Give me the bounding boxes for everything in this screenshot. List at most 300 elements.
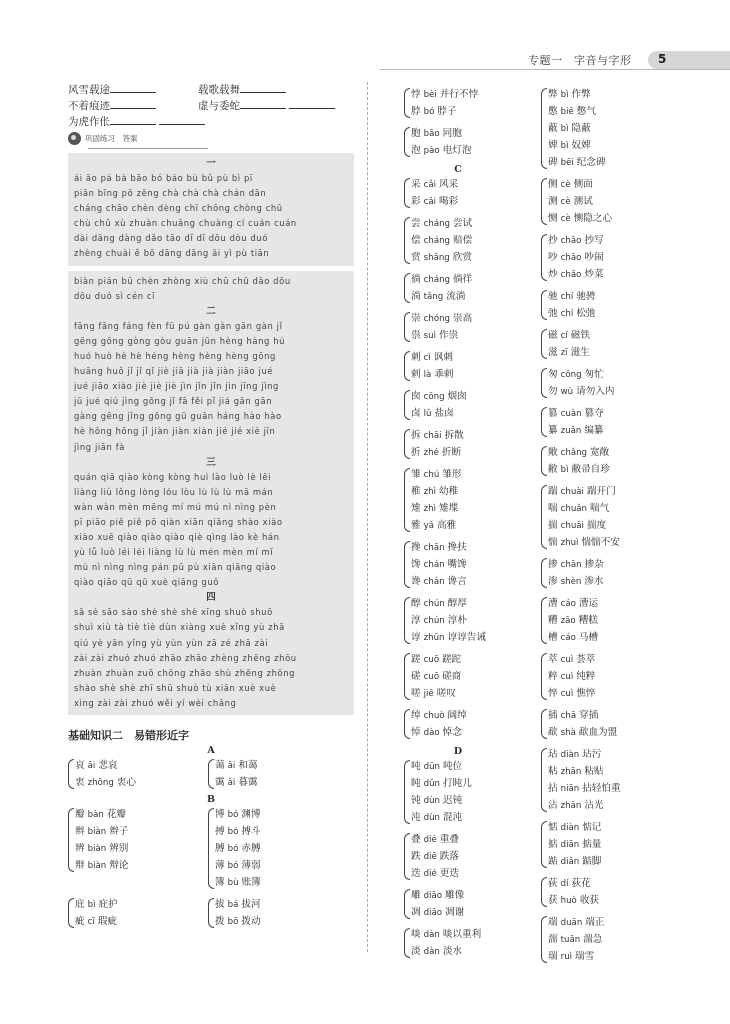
character: 尝	[411, 218, 421, 229]
fill-prompt: 载歌载舞	[198, 84, 240, 96]
pinyin: diǎn	[560, 857, 580, 867]
word: 篡夺	[584, 408, 604, 419]
pinyin-answer-line: shuì xiù tà tiè tiè dùn xiàng xuè xǐng yù zhā	[74, 622, 285, 633]
pinyin: lǔ	[423, 409, 432, 419]
word: 磁铁	[570, 330, 590, 341]
character: 淳	[411, 615, 421, 626]
char-group	[404, 125, 532, 159]
word: 拈轻怕重	[582, 783, 621, 794]
character: 刺	[411, 352, 421, 363]
fill-prompt: 风雪载途	[68, 84, 110, 96]
pinyin: zuǎn	[560, 426, 582, 436]
answer-box	[68, 271, 354, 715]
pinyin: jiē	[423, 689, 434, 699]
word: 电灯泡	[442, 145, 472, 156]
char-group	[68, 896, 208, 930]
word: 渗水	[584, 576, 604, 587]
answer-blank[interactable]	[159, 114, 205, 125]
pinyin-answer-line: quán qiā qiào kòng kòng huì lào luò lè lēi	[74, 471, 272, 482]
group-letter: D	[453, 746, 463, 757]
char-entry	[75, 896, 208, 913]
char-entry	[411, 556, 532, 573]
word: 辫子	[109, 826, 129, 837]
pinyin: dié	[423, 835, 437, 845]
character: 渗	[548, 576, 558, 587]
character: 博	[215, 809, 225, 820]
answer-blank[interactable]	[110, 98, 156, 109]
answer-blank[interactable]	[240, 82, 286, 93]
char-entry	[411, 405, 532, 422]
pinyin: bù	[227, 878, 239, 888]
word: 同胞	[442, 128, 462, 139]
char-group	[541, 327, 669, 361]
char-entry	[411, 651, 532, 668]
character: 辨	[75, 843, 85, 854]
char-entry	[75, 857, 208, 874]
character: 钝	[411, 795, 421, 806]
pinyin: cè	[560, 180, 571, 190]
pinyin: cuō	[423, 655, 440, 665]
char-entry	[548, 746, 669, 763]
pinyin: āi	[87, 761, 96, 771]
char-entry	[411, 444, 532, 461]
character: 搀	[411, 542, 421, 553]
pinyin: diàn	[560, 823, 580, 833]
character: 弊	[548, 89, 558, 100]
character: 玷	[548, 749, 558, 760]
word: 风采	[439, 179, 459, 190]
char-entry	[215, 913, 348, 930]
char-entry	[215, 840, 348, 857]
pinyin: zhì	[423, 487, 437, 497]
char-entry	[548, 266, 669, 283]
word: 搀扶	[447, 542, 467, 553]
word: 惦记	[582, 822, 602, 833]
char-entry	[548, 836, 669, 853]
answer-blank[interactable]	[289, 98, 335, 109]
pinyin: biē	[560, 107, 574, 117]
pinyin-answer-line: huó huò hè hè héng hèng hèng hèng gōng	[74, 350, 276, 361]
header-rule	[380, 69, 730, 70]
character: 霭	[215, 777, 225, 788]
word: 高雅	[437, 520, 457, 531]
character: 悼	[411, 727, 421, 738]
character: 敞	[548, 447, 558, 458]
char-entry	[548, 461, 669, 478]
pinyin: chuǎi	[560, 521, 584, 531]
pinyin: chí	[560, 292, 574, 302]
pinyin-answer-line: jū jué qiú jìng gōng jǐ fā fěi pǐ jiá gān gān	[74, 396, 273, 407]
char-group	[404, 758, 532, 826]
word: 尝试	[453, 218, 473, 229]
pinyin: bó	[227, 844, 239, 854]
character: 磋	[411, 671, 421, 682]
character: 雅	[411, 520, 421, 531]
character: 跌	[411, 851, 421, 862]
character: 驰	[548, 291, 558, 302]
char-entry	[548, 366, 669, 383]
word: 赤膊	[241, 843, 261, 854]
pinyin-answer-line: ái āo pá bà bāo bó báo bù bǔ pù bì pī	[74, 173, 253, 183]
char-entry	[411, 724, 532, 741]
word: 谗言	[447, 576, 467, 587]
word: 端正	[585, 917, 605, 928]
char-entry	[548, 176, 669, 193]
char-entry	[75, 823, 208, 840]
chapter-title: 专题一 字音与字形	[528, 54, 632, 67]
char-group	[68, 806, 208, 874]
character: 勿	[548, 386, 558, 397]
char-group	[404, 887, 532, 921]
word: 踮脚	[582, 856, 602, 867]
pinyin: ǎi	[227, 778, 236, 788]
character: 粹	[548, 671, 558, 682]
char-entry	[215, 896, 348, 913]
char-entry	[548, 685, 669, 702]
character: 憋	[548, 106, 558, 117]
word: 欣赏	[452, 252, 472, 263]
word: 混沌	[443, 812, 463, 823]
pinyin: cuō	[423, 672, 440, 682]
pinyin: bó	[423, 107, 435, 117]
char-entry	[411, 792, 532, 809]
char-entry	[548, 875, 669, 892]
pinyin: zhūn	[423, 633, 445, 643]
character: 吵	[548, 252, 558, 263]
pinyin-answer-line: qiú yè yān yǐng yù yùn yùn zā zé zhā zài	[74, 637, 269, 648]
char-entry	[411, 904, 532, 921]
pinyin-answer-line: hè hōng hōng jǐ jiàn jiàn xiàn jié jié xiè jīn	[74, 426, 276, 437]
word: 湍急	[583, 934, 603, 945]
char-entry	[548, 405, 669, 422]
character: 踹	[548, 486, 558, 497]
pinyin: dàn	[423, 930, 440, 940]
char-entry	[75, 913, 208, 930]
character: 采	[411, 179, 421, 190]
character: 辫	[75, 826, 85, 837]
word: 啖以重利	[442, 929, 482, 940]
char-entry	[411, 103, 532, 120]
answer-section-label: 一	[206, 158, 216, 169]
pinyin-answer-line: gēng gōng gòng gòu guān jūn hèng hàng hú	[74, 335, 286, 346]
word: 匆忙	[584, 369, 604, 380]
pinyin: bì	[560, 465, 569, 475]
pinyin: cōng	[423, 392, 445, 402]
pinyin: cè	[560, 197, 571, 207]
character: 徜	[411, 274, 421, 285]
character: 祟	[411, 330, 421, 341]
character: 吨	[411, 761, 421, 772]
char-group	[208, 806, 348, 891]
word: 和蔼	[238, 760, 258, 771]
pinyin: bì	[560, 141, 569, 151]
word: 嗟叹	[436, 688, 456, 699]
pinyin: bó	[227, 861, 239, 871]
pinyin: chóng	[423, 314, 450, 324]
character: 辩	[75, 860, 85, 871]
pinyin: zhuì	[560, 538, 579, 548]
word: 并行不悖	[439, 89, 479, 100]
word: 雕像	[445, 890, 465, 901]
character: 揣	[548, 520, 558, 531]
pinyin: bàn	[87, 810, 104, 820]
pinyin: bó	[227, 827, 239, 837]
word: 淡水	[442, 946, 463, 957]
word: 暮霭	[238, 777, 258, 788]
character: 测	[548, 196, 558, 207]
word: 讽刺	[433, 352, 453, 363]
char-group	[404, 707, 532, 741]
pinyin: cuì	[560, 672, 574, 682]
char-entry	[411, 685, 532, 702]
pinyin: bēi	[560, 158, 574, 168]
pinyin: diē	[423, 852, 437, 862]
pinyin: dié	[423, 869, 437, 879]
pinyin-answer-line: dài dāng dàng dǎo tāo dǐ dī dōu dòu duó	[74, 233, 268, 244]
pinyin: chuǎn	[560, 504, 587, 514]
pinyin: biàn	[87, 827, 107, 837]
character: 脖	[411, 106, 421, 117]
character: 衷	[75, 777, 85, 788]
char-entry	[548, 724, 669, 741]
character: 胞	[411, 128, 421, 139]
word: 辩论	[109, 860, 129, 871]
char-entry	[548, 763, 669, 780]
pinyin: diāo	[423, 891, 443, 901]
word: 滋生	[570, 347, 590, 358]
pinyin: cī	[87, 917, 95, 927]
word: 糟糕	[578, 615, 598, 626]
pinyin: dūn	[423, 762, 441, 772]
answer-blank[interactable]	[240, 98, 286, 109]
word: 烟囱	[447, 391, 467, 402]
pinyin: cháng	[423, 275, 450, 285]
word: 磋商	[442, 671, 462, 682]
character: 获	[548, 895, 558, 906]
pinyin-answer-line: wàn wàn mèn mēng mí mú mú nì nìng pèn	[74, 501, 277, 512]
pinyin: cáo	[560, 633, 576, 643]
pinyin: bāo	[423, 129, 440, 139]
char-group	[541, 556, 669, 590]
pinyin: biàn	[87, 844, 107, 854]
word: 宽敞	[590, 447, 610, 458]
pinyin: cháng	[423, 236, 450, 246]
pinyin: là	[423, 370, 432, 380]
word: 搏斗	[241, 826, 261, 837]
char-entry	[411, 249, 532, 266]
pinyin: chí	[560, 309, 574, 319]
char-entry	[411, 668, 532, 685]
char-entry	[548, 931, 669, 948]
char-entry	[548, 193, 669, 210]
character: 匆	[548, 369, 558, 380]
char-group	[541, 176, 669, 227]
char-entry	[548, 668, 669, 685]
char-group	[404, 215, 532, 266]
char-entry	[548, 249, 669, 266]
pinyin: cì	[423, 353, 431, 363]
character: 喘	[548, 503, 558, 514]
char-entry	[411, 310, 532, 327]
char-entry	[548, 914, 669, 931]
pinyin: wù	[560, 387, 574, 397]
char-entry	[548, 327, 669, 344]
char-group	[404, 595, 532, 646]
char-group	[541, 819, 669, 870]
fill-prompt: 虚与委蛇	[198, 100, 240, 112]
word: 谆谆告诫	[447, 632, 486, 643]
char-entry	[411, 887, 532, 904]
character: 敝	[548, 464, 558, 475]
char-entry	[411, 466, 532, 483]
character: 蔼	[215, 760, 225, 771]
pinyin-answer-line: dōu duó sì cén cī	[74, 290, 156, 301]
word: 请勿入内	[576, 386, 615, 397]
character: 哀	[75, 760, 85, 771]
character: 萃	[548, 654, 558, 665]
character: 折	[411, 447, 421, 458]
word: 乖剌	[434, 369, 454, 380]
char-group	[208, 896, 348, 930]
char-entry	[548, 892, 669, 909]
char-group	[541, 366, 669, 400]
answer-blank[interactable]	[110, 114, 156, 125]
char-entry	[411, 573, 532, 590]
pinyin: cháng	[423, 219, 450, 229]
character: 篡	[548, 408, 558, 419]
character: 叠	[411, 834, 421, 845]
pinyin: bó	[227, 810, 239, 820]
character: 庇	[75, 899, 85, 910]
character: 迭	[411, 868, 421, 879]
char-group	[541, 86, 669, 171]
pinyin: yǎ	[423, 521, 435, 531]
pinyin: cáo	[560, 599, 576, 609]
pinyin: tǎng	[423, 292, 444, 302]
character: 淌	[411, 291, 421, 302]
word: 编纂	[584, 425, 604, 436]
pinyin: bō	[227, 917, 239, 927]
word: 脖子	[437, 106, 457, 117]
word: 掂量	[582, 839, 602, 850]
char-entry	[75, 840, 208, 857]
word: 惴惴不安	[581, 537, 620, 548]
character: 囱	[411, 391, 421, 402]
char-group	[541, 288, 669, 322]
character: 拆	[411, 430, 421, 441]
pinyin: chān	[423, 543, 445, 553]
pinyin-answer-line: xiào xuē qiào qiào qiào qiè qìng lào kè hán	[74, 531, 280, 542]
char-group	[541, 483, 669, 551]
pinyin-answer-line: chù chǔ xù zhuàn chuǎng chuàng cí cuán cuán	[74, 218, 297, 229]
pinyin-answer-line: pī piāo piě piě pō qiàn xiān qiāng shào xiào	[74, 516, 283, 527]
character: 拨	[215, 916, 225, 927]
column-divider	[367, 82, 368, 952]
pinyin-answer-line: liàng liù lǒng lòng lóu lòu lù lù lù mā mán	[74, 486, 274, 497]
character: 磁	[548, 330, 558, 341]
char-entry	[548, 556, 669, 573]
pinyin: dǔn	[423, 779, 441, 789]
pinyin-answer-line: jìng jiān fà	[74, 441, 125, 452]
answer-section-label: 二	[206, 305, 216, 317]
word: 收获	[579, 895, 599, 906]
char-group	[404, 427, 532, 461]
character: 凋	[411, 907, 421, 918]
word: 盐卤	[434, 408, 454, 419]
char-entry	[548, 120, 669, 137]
char-group	[404, 926, 532, 960]
pinyin: biàn	[87, 861, 107, 871]
pinyin: cè	[560, 214, 571, 224]
word: 荟萃	[576, 654, 596, 665]
character: 馋	[411, 559, 421, 570]
character: 沌	[411, 812, 421, 823]
pinyin: diāo	[423, 908, 443, 918]
pinyin: cuàn	[560, 409, 582, 419]
pinyin: diàn	[560, 750, 580, 760]
character: 粘	[548, 766, 558, 777]
char-entry	[411, 629, 532, 646]
char-entry	[548, 383, 669, 400]
character: 泡	[411, 145, 421, 156]
char-entry	[411, 500, 532, 517]
character: 彩	[411, 196, 421, 207]
word: 薄弱	[241, 860, 261, 871]
character: 踮	[548, 856, 558, 867]
char-entry	[411, 926, 532, 943]
char-entry	[411, 427, 532, 444]
word: 账簿	[241, 877, 261, 888]
char-entry	[548, 534, 669, 551]
left-column	[68, 82, 354, 935]
character: 碑	[548, 157, 558, 168]
char-entry	[411, 288, 532, 305]
pinyin: zhì	[423, 504, 437, 514]
character: 悴	[548, 688, 558, 699]
character: 簿	[215, 877, 225, 888]
character: 卤	[411, 408, 421, 419]
pinyin: chāo	[560, 253, 582, 263]
word: 拆散	[444, 430, 464, 441]
pinyin: chún	[423, 616, 445, 626]
char-entry	[411, 86, 532, 103]
word: 悼念	[442, 727, 462, 738]
character: 惦	[548, 822, 558, 833]
char-entry	[411, 327, 532, 344]
pinyin: chuài	[560, 487, 584, 497]
char-entry	[548, 344, 669, 361]
character: 漕	[548, 598, 558, 609]
char-group	[68, 757, 208, 791]
pinyin: diān	[560, 840, 580, 850]
group-letter: A	[207, 745, 215, 756]
pinyin-answer-line: cháng chāo chèn dèng chī chōng chòng chū	[74, 203, 283, 214]
answer-blank[interactable]	[110, 82, 156, 93]
word: 吵闹	[584, 252, 604, 263]
pinyin: chǎo	[560, 270, 582, 280]
answer-tag	[68, 128, 354, 148]
pinyin: zāo	[560, 616, 576, 626]
char-group	[541, 875, 669, 909]
pinyin: shà	[560, 728, 576, 738]
char-group	[404, 310, 532, 344]
character: 婢	[548, 140, 558, 151]
pinyin-answer-line: zhuàn zhuàn zuō chōng zhāo shù zhēng zhōng	[74, 667, 296, 678]
char-entry	[548, 595, 669, 612]
word: 歃血为盟	[578, 727, 618, 738]
word: 憔悴	[576, 688, 596, 699]
character: 偿	[411, 235, 421, 246]
